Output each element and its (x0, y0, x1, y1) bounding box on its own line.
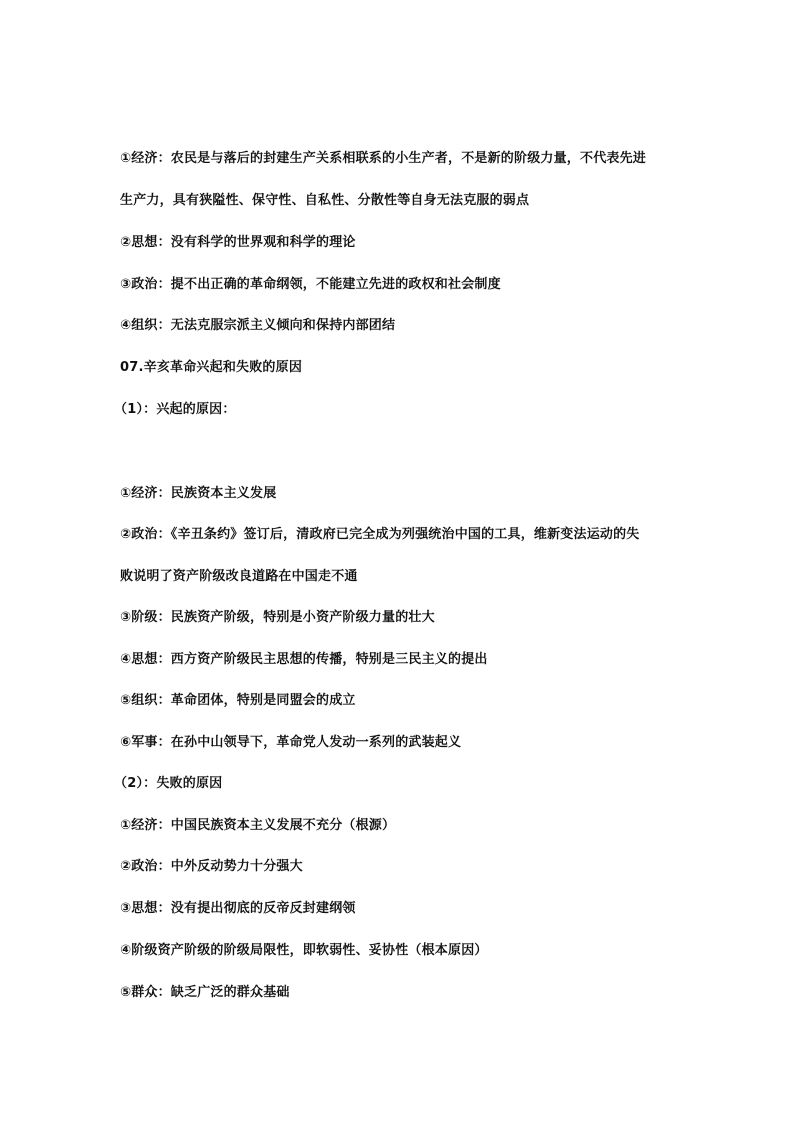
text-line-rise-politics: ②政治：《辛丑条约》签订后，清政府已完全成为列强统治中国的工具，维新变法运动的失 (120, 527, 640, 542)
text-line-thought-peasant: ②思想：没有科学的世界观和科学的理论 (120, 235, 356, 250)
text-line-fail-class: ④阶级资产阶级的阶级局限性，即软弱性、妥协性（根本原因） (120, 943, 488, 958)
text-line-fail-thought: ③思想：没有提出彻底的反帝反封建纲领 (120, 901, 356, 916)
text-line-economy-peasant-cont: 生产力，具有狭隘性、保守性、自私性、分散性等自身无法克服的弱点 (120, 193, 530, 208)
text-line-rise-politics-cont: 败说明了资产阶级改良道路在中国走不通 (120, 569, 358, 584)
section-heading-07: 07.辛亥革命兴起和失败的原因 (120, 360, 303, 375)
text-line-fail-masses: ⑤群众：缺乏广泛的群众基础 (120, 985, 290, 1000)
text-line-rise-thought: ④思想：西方资产阶级民主思想的传播，特别是三民主义的提出 (120, 652, 488, 667)
text-line-economy-peasant: ①经济：农民是与落后的封建生产关系相联系的小生产者，不是新的阶级力量，不代表先进 (120, 151, 647, 166)
text-line-fail-economy: ①经济：中国民族资本主义发展不充分（根源） (120, 818, 396, 833)
text-line-rise-economy: ①经济：民族资本主义发展 (120, 486, 277, 501)
text-line-organization-peasant: ④组织：无法克服宗派主义倾向和保持内部团结 (120, 318, 396, 333)
text-line-politics-peasant: ③政治：提不出正确的革命纲领，不能建立先进的政权和社会制度 (120, 277, 501, 292)
text-line-rise-military: ⑥军事：在孙中山领导下，革命党人发动一系列的武装起义 (120, 735, 462, 750)
text-line-rise-organization: ⑤组织：革命团体，特别是同盟会的成立 (120, 693, 356, 708)
text-line-fail-politics: ②政治：中外反动势力十分强大 (120, 859, 303, 874)
subheading-rise-reasons: （1）：兴起的原因： (114, 402, 236, 417)
subheading-failure-reasons: （2）：失败的原因 (114, 776, 223, 791)
text-line-rise-class: ③阶级：民族资产阶级，特别是小资产阶级力量的壮大 (120, 610, 435, 625)
